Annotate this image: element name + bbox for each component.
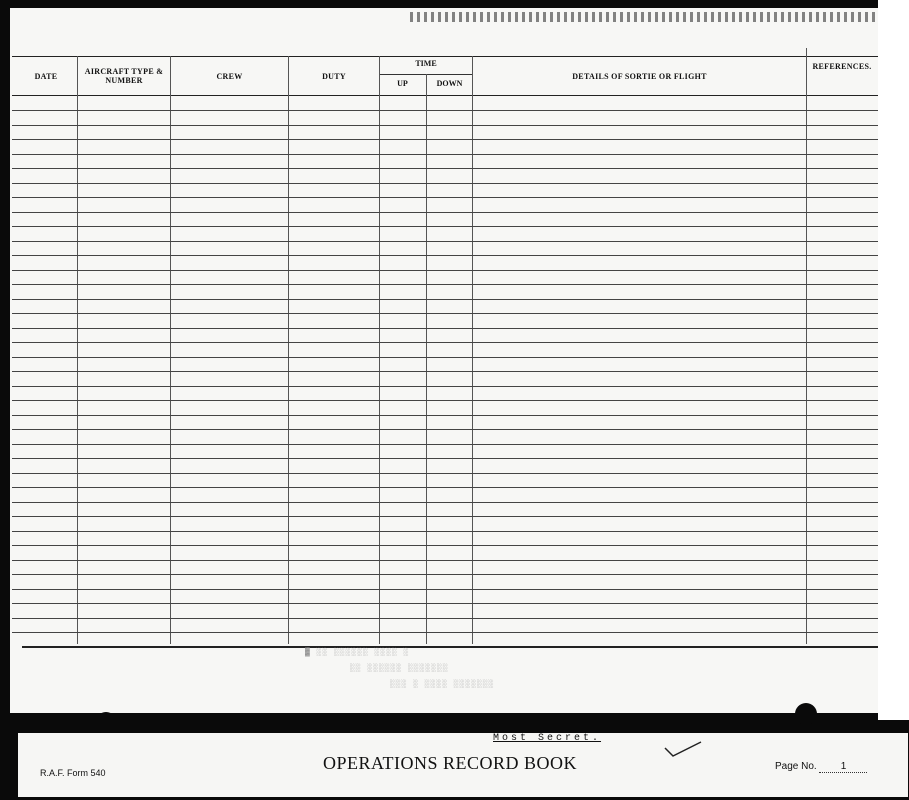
ruled-line [12,400,878,401]
faint-bleed-text: ▓ ░░ ░░░░░░ ░░░░ ░ [305,648,410,657]
ruled-line [12,473,878,474]
ruled-line [12,284,878,285]
ruled-line [12,444,878,445]
ruled-line [12,154,878,155]
header-top-rule [12,56,878,57]
binding-hole [95,712,117,734]
form-title: OPERATIONS RECORD BOOK [323,753,578,773]
column-header-date: DATE [34,71,58,81]
ruled-line [12,212,878,213]
form-number: R.A.F. Form 540 [40,768,106,778]
record-sheet [10,8,881,713]
ruled-line [12,226,878,227]
ruled-line [12,589,878,590]
check-mark-icon [663,738,703,758]
ruled-line [12,357,878,358]
ruled-line [12,371,878,372]
column-header-down: DOWN [436,78,463,88]
page-number-value: 1 [819,761,867,773]
sheet-edge [878,0,909,720]
ruled-line [12,255,878,256]
column-header-duty: DUTY [322,71,346,81]
ruled-line [12,183,878,184]
column-divider [472,56,473,644]
column-divider [77,56,78,644]
binding-hole [795,703,817,725]
form-footer [18,733,908,797]
ruled-line [12,502,878,503]
ruled-line [12,241,878,242]
ruled-line [12,458,878,459]
header-bottom-rule [12,95,878,96]
faint-bleed-text: ░░ ░░░░░░ ░░░░░░░ [350,664,449,673]
ruled-line [12,386,878,387]
ruled-line [12,197,878,198]
ruled-line [12,168,878,169]
column-divider [170,56,171,644]
ruled-line [12,328,878,329]
column-divider [288,56,289,644]
ruled-line [12,531,878,532]
ruled-line [12,125,878,126]
column-divider [806,48,807,644]
ruled-line [12,270,878,271]
ruled-line [12,632,878,633]
ruled-line [12,342,878,343]
ruled-line [12,574,878,575]
ruled-line [12,313,878,314]
column-divider [426,74,427,644]
column-divider [379,56,380,644]
column-header-time: TIME [415,58,437,68]
ruled-line [12,139,878,140]
ruled-line [12,603,878,604]
ruled-line [12,110,878,111]
page-number-field [775,761,867,773]
column-header-crew: CREW [216,71,243,81]
column-header-up: UP [397,78,408,88]
top-smudge [410,12,880,22]
ruled-line [12,560,878,561]
ruled-line [12,618,878,619]
column-header-aircraft: AIRCRAFT TYPE & NUMBER [84,67,164,85]
column-header-references: REFERENCES. [812,61,872,71]
ruled-line [12,487,878,488]
table-bottom-rule [22,646,878,648]
page-number-label: Page No. [775,761,817,772]
faint-bleed-text: ░░░ ░ ░░░░ ░░░░░░░ [390,680,495,689]
ruled-line [12,299,878,300]
ruled-line [12,429,878,430]
ruled-line [12,516,878,517]
ruled-line [12,415,878,416]
column-header-details: DETAILS OF SORTIE OR FLIGHT [572,71,707,81]
classification-label: Most Secret. [493,733,602,744]
ruled-line [12,545,878,546]
